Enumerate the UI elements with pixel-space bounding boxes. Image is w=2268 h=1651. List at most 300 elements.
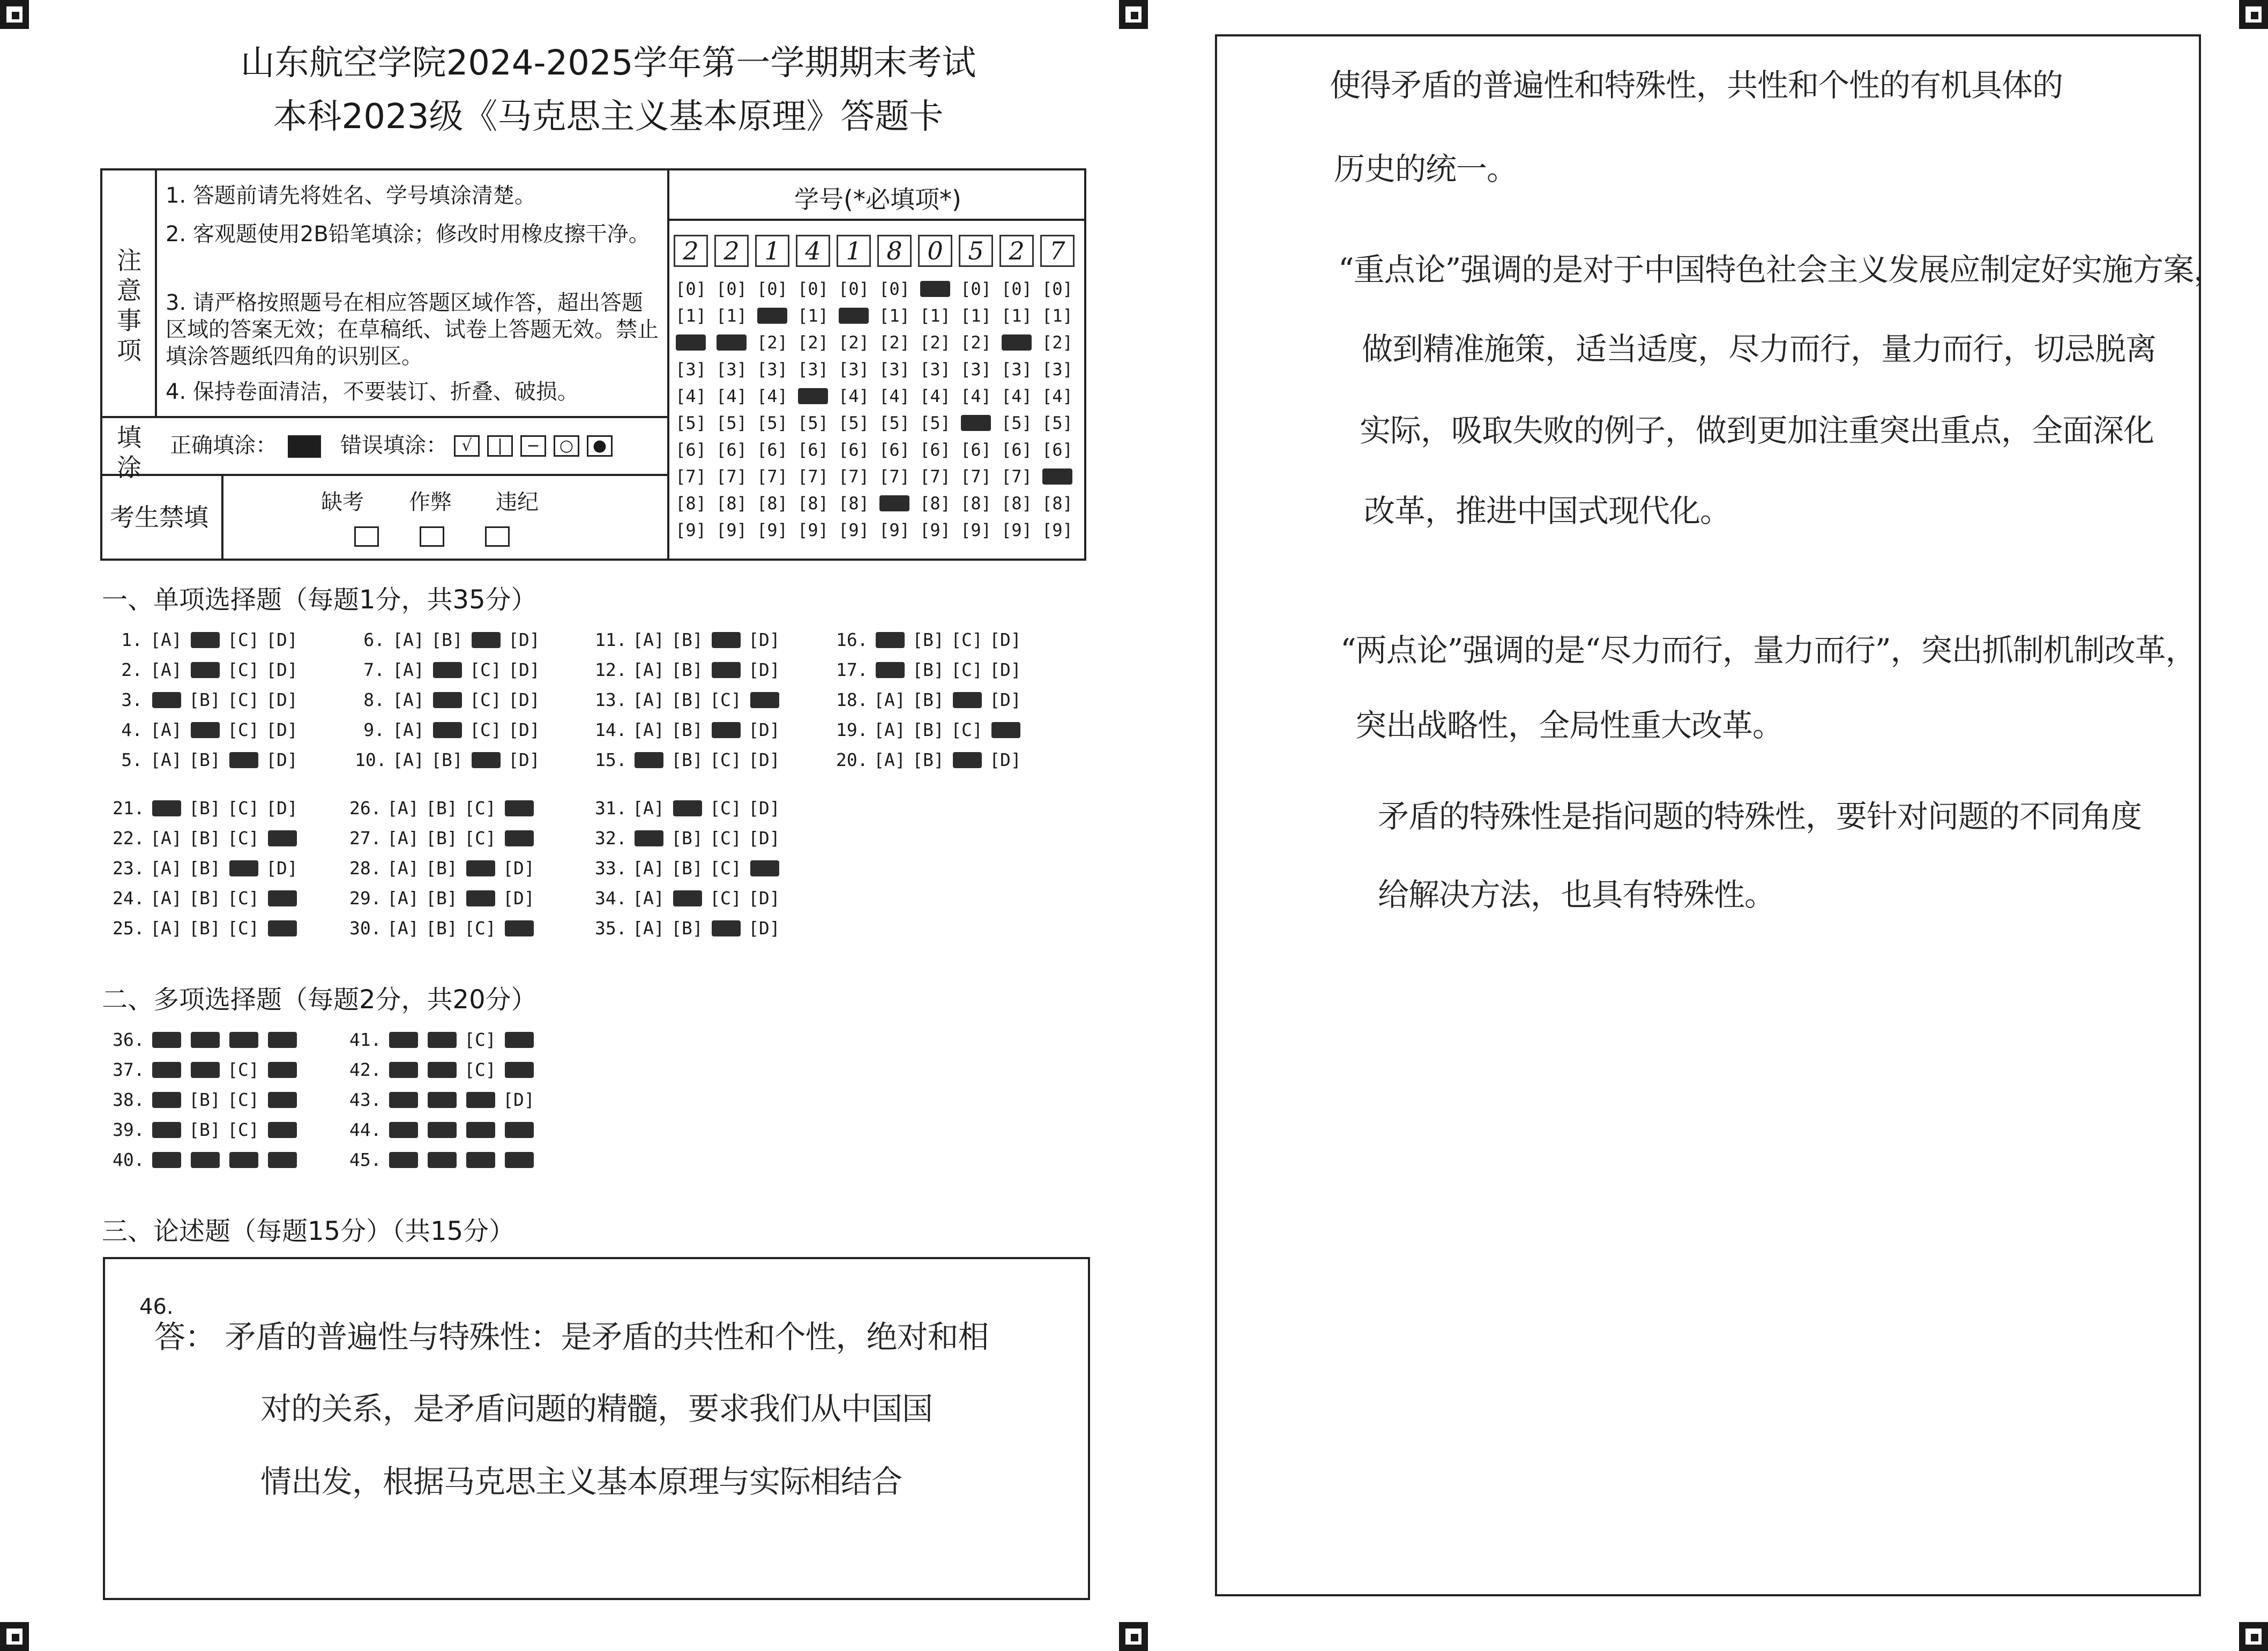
option-bubble[interactable] (461, 1145, 499, 1175)
student-id-bubble[interactable]: [6] (797, 440, 829, 460)
option-bubble[interactable]: [D] (266, 629, 298, 650)
option-bubble[interactable] (422, 1115, 461, 1145)
option-bubble[interactable]: [B] (671, 828, 703, 849)
option-bubble[interactable]: [B] (426, 798, 458, 819)
option-bubble[interactable]: [A] (392, 659, 424, 680)
student-id-digit-box[interactable]: 1 (755, 235, 789, 267)
option-bubble[interactable]: [B] (426, 918, 458, 939)
option-bubble[interactable]: [D] (503, 1089, 535, 1110)
student-id-bubble[interactable]: [6] (757, 440, 788, 460)
option-bubble[interactable] (422, 1145, 461, 1175)
option-bubble[interactable]: [C] (227, 689, 259, 710)
student-id-bubble[interactable]: [9] (1042, 520, 1073, 540)
student-id-digit-box[interactable]: 8 (877, 235, 912, 267)
student-id-digit-box[interactable]: 5 (959, 235, 993, 267)
student-id-bubble[interactable]: [3] (960, 359, 991, 380)
student-id-bubble[interactable]: [2] (1042, 332, 1073, 353)
option-bubble[interactable] (384, 1115, 422, 1145)
student-id-bubble[interactable]: [8] (675, 493, 706, 514)
option-bubble[interactable]: [B] (189, 749, 221, 770)
option-bubble[interactable] (185, 1025, 224, 1055)
student-id-bubble[interactable] (712, 329, 751, 356)
option-bubble[interactable]: [A] (150, 629, 182, 650)
student-id-bubble[interactable]: [3] (1042, 359, 1073, 380)
student-id-bubble[interactable]: [7] (757, 466, 788, 487)
student-id-bubble[interactable]: [0] (1001, 279, 1032, 299)
option-bubble[interactable]: [A] (150, 918, 182, 939)
option-bubble[interactable] (263, 883, 301, 913)
option-bubble[interactable]: [B] (431, 629, 463, 650)
student-id-bubble[interactable]: [4] (960, 386, 991, 406)
option-bubble[interactable] (499, 1055, 538, 1085)
option-bubble[interactable]: [C] (227, 1059, 259, 1080)
student-id-bubble[interactable]: [2] (920, 332, 951, 353)
option-bubble[interactable] (461, 1115, 499, 1145)
student-id-bubble[interactable]: [0] (797, 279, 829, 299)
option-bubble[interactable]: [A] (632, 719, 665, 740)
option-bubble[interactable]: [D] (503, 888, 535, 909)
option-bubble[interactable]: [C] (464, 918, 496, 939)
option-bubble[interactable]: [B] (671, 749, 703, 770)
option-bubble[interactable]: [C] (464, 1059, 496, 1080)
option-bubble[interactable] (263, 913, 301, 943)
option-bubble[interactable]: [D] (748, 719, 780, 740)
option-bubble[interactable]: [D] (266, 858, 298, 879)
option-bubble[interactable] (706, 913, 745, 943)
option-bubble[interactable] (147, 685, 185, 715)
option-bubble[interactable]: [A] (387, 828, 419, 849)
student-id-bubble[interactable]: [4] (1001, 386, 1032, 406)
option-bubble[interactable] (384, 1145, 422, 1175)
option-bubble[interactable]: [B] (912, 719, 944, 740)
option-bubble[interactable] (384, 1055, 422, 1085)
question-number: 17. (836, 659, 868, 680)
option-bubble[interactable] (428, 685, 466, 715)
option-bubble[interactable]: [B] (426, 888, 458, 909)
student-id-bubble[interactable]: [2] (757, 332, 788, 353)
student-id-bubble[interactable] (672, 329, 710, 356)
student-id-bubble[interactable] (753, 302, 792, 329)
student-id-bubble[interactable] (957, 410, 995, 436)
student-id-bubble[interactable]: [9] (879, 520, 910, 540)
student-id-bubble[interactable] (794, 383, 832, 410)
option-bubble[interactable]: [D] (748, 749, 780, 770)
option-bubble[interactable]: [A] (150, 749, 182, 770)
option-bubble[interactable] (224, 745, 263, 775)
option-bubble[interactable] (466, 745, 505, 775)
student-id-bubble[interactable]: [2] (838, 332, 869, 353)
student-id-bubble[interactable]: [1] (920, 306, 951, 326)
student-id-bubble[interactable]: [9] (920, 520, 951, 540)
option-bubble[interactable] (428, 715, 466, 745)
option-bubble[interactable]: [A] (392, 719, 424, 740)
option-bubble[interactable] (745, 685, 784, 715)
student-id-digit-box[interactable]: 0 (918, 235, 952, 267)
option-bubble[interactable]: [C] (710, 888, 742, 909)
option-bubble[interactable]: [B] (189, 1089, 221, 1110)
option-bubble[interactable] (461, 853, 499, 883)
option-bubble[interactable]: [B] (189, 828, 221, 849)
option-bubble[interactable]: [A] (632, 689, 665, 710)
option-bubble[interactable] (147, 793, 185, 823)
option-bubble[interactable]: [D] (508, 629, 540, 650)
option-bubble[interactable]: [D] (748, 918, 780, 939)
student-id-digit-box[interactable]: 2 (999, 235, 1034, 267)
cheating-checkbox[interactable] (420, 526, 444, 547)
student-id-bubble[interactable]: [3] (757, 359, 788, 380)
student-id-bubble[interactable]: [6] (879, 440, 910, 460)
option-bubble[interactable] (263, 823, 301, 853)
option-bubble[interactable]: [B] (671, 858, 703, 879)
option-bubble[interactable]: [A] (150, 719, 182, 740)
student-id-bubble[interactable]: [9] (797, 520, 829, 540)
student-id-bubble[interactable]: [0] (960, 279, 991, 299)
option-bubble[interactable] (422, 1085, 461, 1115)
question-row (595, 685, 784, 715)
student-id-digit-box[interactable]: 2 (674, 235, 708, 267)
student-id-bubble[interactable]: [1] (1001, 306, 1032, 326)
option-bubble[interactable] (147, 1115, 185, 1145)
student-id-bubble[interactable]: [9] (716, 520, 747, 540)
option-bubble[interactable]: [A] (387, 798, 419, 819)
option-bubble[interactable]: [D] (266, 659, 298, 680)
option-bubble[interactable] (428, 655, 466, 685)
option-bubble[interactable]: [C] (469, 719, 502, 740)
student-id-bubble[interactable]: [2] (797, 332, 829, 353)
option-bubble[interactable]: [A] (150, 659, 182, 680)
option-bubble[interactable]: [A] (387, 858, 419, 879)
student-id-bubble[interactable]: [7] (838, 466, 869, 487)
answer-continuation-page[interactable] (1215, 34, 2225, 1596)
option-bubble[interactable] (706, 625, 745, 655)
student-id-bubble[interactable]: [6] (675, 440, 706, 460)
option-bubble[interactable]: [C] (951, 659, 983, 680)
student-id-bubble[interactable]: [9] (757, 520, 788, 540)
student-id-bubble[interactable]: [9] (838, 520, 869, 540)
option-bubble[interactable]: [A] (632, 918, 665, 939)
option-bubble[interactable]: [A] (387, 918, 419, 939)
option-bubble[interactable]: [A] (150, 828, 182, 849)
option-bubble[interactable] (706, 655, 745, 685)
option-bubble[interactable]: [C] (227, 659, 259, 680)
option-bubble[interactable]: [D] (266, 719, 298, 740)
option-bubble[interactable] (466, 625, 505, 655)
student-id-bubble[interactable]: [3] (716, 359, 747, 380)
option-bubble[interactable] (263, 1055, 301, 1085)
option-bubble[interactable]: [C] (710, 828, 742, 849)
option-bubble[interactable]: [C] (710, 689, 742, 710)
student-id-bubble[interactable]: [7] (1001, 466, 1032, 487)
student-id-digit-box[interactable]: 2 (714, 235, 749, 267)
student-id-bubble[interactable]: [6] (1001, 440, 1032, 460)
option-bubble[interactable]: [C] (951, 719, 983, 740)
student-id-bubble[interactable]: [6] (1042, 440, 1073, 460)
student-id-bubble[interactable]: [6] (838, 440, 869, 460)
option-bubble[interactable]: [C] (464, 798, 496, 819)
student-id-bubble[interactable]: [0] (675, 279, 706, 299)
student-id-bubble[interactable]: [5] (675, 413, 706, 433)
option-bubble[interactable]: [B] (671, 659, 703, 680)
option-bubble[interactable] (384, 1085, 422, 1115)
question-row (113, 1145, 301, 1175)
student-id-bubble[interactable]: [1] (1042, 306, 1073, 326)
option-bubble[interactable]: [B] (189, 1119, 221, 1140)
student-id-bubble[interactable]: [7] (920, 466, 951, 487)
option-bubble[interactable]: [C] (227, 1089, 259, 1110)
option-bubble[interactable]: [D] (508, 689, 540, 710)
student-id-bubble[interactable]: [6] (960, 440, 991, 460)
option-bubble[interactable] (499, 1145, 538, 1175)
student-id-bubble[interactable]: [4] (920, 386, 951, 406)
option-bubble[interactable]: [A] (632, 798, 665, 819)
option-bubble[interactable]: [D] (989, 749, 1021, 770)
student-id-bubble[interactable] (997, 329, 1036, 356)
student-id-bubble[interactable]: [2] (960, 332, 991, 353)
student-id-bubble[interactable]: [8] (960, 493, 991, 514)
question-number: 26. (349, 798, 382, 819)
option-bubble[interactable]: [C] (227, 888, 259, 909)
student-id-bubble[interactable]: [7] (675, 466, 706, 487)
option-bubble[interactable]: [A] (632, 888, 665, 909)
student-id-bubble[interactable] (916, 276, 954, 302)
option-bubble[interactable]: [D] (748, 798, 780, 819)
option-bubble[interactable] (461, 1085, 499, 1115)
option-bubble[interactable]: [C] (464, 828, 496, 849)
option-bubble[interactable]: [A] (150, 858, 182, 879)
student-id-bubble[interactable]: [6] (716, 440, 747, 460)
student-id-bubble[interactable]: [5] (757, 413, 788, 433)
question-row (113, 913, 301, 943)
option-bubble[interactable] (224, 1145, 263, 1175)
option-bubble[interactable] (147, 1085, 185, 1115)
option-bubble[interactable]: [C] (710, 798, 742, 819)
option-bubble[interactable]: [D] (266, 749, 298, 770)
option-bubble[interactable]: [B] (912, 749, 944, 770)
student-id-bubble[interactable]: [5] (879, 413, 910, 433)
student-id-bubble[interactable]: [7] (960, 466, 991, 487)
option-bubble[interactable]: [D] (508, 719, 540, 740)
option-bubble[interactable] (263, 1115, 301, 1145)
option-bubble[interactable]: [B] (671, 689, 703, 710)
option-bubble[interactable]: [B] (189, 689, 221, 710)
student-id-digit-box[interactable]: 7 (1040, 235, 1075, 267)
option-bubble[interactable]: [B] (189, 918, 221, 939)
student-id-bubble[interactable]: [4] (716, 386, 747, 406)
option-bubble[interactable]: [C] (469, 659, 502, 680)
student-id-bubble[interactable]: [0] (879, 279, 910, 299)
option-bubble[interactable] (870, 655, 909, 685)
option-bubble[interactable]: [C] (951, 629, 983, 650)
option-bubble[interactable]: [D] (989, 629, 1021, 650)
student-id-digit-box[interactable]: 4 (796, 235, 830, 267)
student-id-bubble[interactable]: [8] (1001, 493, 1032, 514)
student-id-bubble[interactable]: [1] (675, 306, 706, 326)
option-bubble[interactable]: [A] (392, 689, 424, 710)
option-bubble[interactable] (263, 1025, 301, 1055)
option-bubble[interactable] (668, 793, 706, 823)
option-bubble[interactable]: [D] (508, 749, 540, 770)
option-bubble[interactable]: [D] (508, 659, 540, 680)
student-id-bubble[interactable]: [7] (716, 466, 747, 487)
option-bubble[interactable]: [C] (227, 918, 259, 939)
option-bubble[interactable] (629, 823, 668, 853)
student-id-bubble[interactable]: [3] (879, 359, 910, 380)
student-id-bubble[interactable]: [5] (1042, 413, 1073, 433)
option-bubble[interactable]: [B] (431, 749, 463, 770)
option-bubble[interactable] (185, 1145, 224, 1175)
student-id-bubble[interactable]: [6] (920, 440, 951, 460)
student-id-bubble[interactable]: [1] (960, 306, 991, 326)
option-bubble[interactable]: [B] (189, 858, 221, 879)
option-bubble[interactable]: [B] (189, 798, 221, 819)
student-id-bubble[interactable] (875, 490, 914, 517)
option-bubble[interactable]: [A] (632, 629, 665, 650)
option-bubble[interactable]: [B] (426, 828, 458, 849)
option-bubble[interactable]: [B] (912, 659, 944, 680)
option-bubble[interactable]: [B] (671, 629, 703, 650)
option-bubble[interactable] (422, 1055, 461, 1085)
student-id-bubble[interactable]: [1] (797, 306, 829, 326)
option-bubble[interactable] (629, 745, 668, 775)
student-id-bubble[interactable]: [5] (716, 413, 747, 433)
option-bubble[interactable] (224, 1025, 263, 1055)
option-bubble[interactable] (185, 715, 224, 745)
option-bubble[interactable] (499, 913, 538, 943)
option-bubble[interactable]: [D] (989, 659, 1021, 680)
student-id-bubble[interactable]: [1] (879, 306, 910, 326)
option-bubble[interactable]: [B] (671, 918, 703, 939)
student-id-bubble[interactable]: [4] (675, 386, 706, 406)
option-bubble[interactable] (706, 715, 745, 745)
student-id-bubble[interactable]: [3] (1001, 359, 1032, 380)
option-bubble[interactable] (499, 1025, 538, 1055)
option-bubble[interactable]: [D] (748, 828, 780, 849)
student-id-bubble[interactable]: [0] (716, 279, 747, 299)
option-bubble[interactable]: [C] (710, 858, 742, 879)
option-bubble[interactable] (384, 1025, 422, 1055)
option-bubble[interactable] (668, 883, 706, 913)
option-bubble[interactable] (499, 793, 538, 823)
option-bubble[interactable]: [B] (912, 689, 944, 710)
absent-checkbox[interactable] (354, 526, 379, 547)
student-id-bubble[interactable]: [4] (1042, 386, 1073, 406)
option-bubble[interactable]: [C] (227, 629, 259, 650)
option-bubble[interactable]: [A] (874, 719, 906, 740)
option-bubble[interactable]: [B] (671, 719, 703, 740)
option-bubble[interactable] (185, 655, 224, 685)
option-bubble[interactable]: [C] (227, 1119, 259, 1140)
option-bubble[interactable]: [D] (748, 888, 780, 909)
student-id-bubble[interactable]: [0] (1042, 279, 1073, 299)
option-bubble[interactable]: [C] (710, 749, 742, 770)
option-bubble[interactable]: [B] (426, 858, 458, 879)
option-bubble[interactable]: [D] (503, 858, 535, 879)
student-id-bubble[interactable]: [7] (797, 466, 829, 487)
option-bubble[interactable] (422, 1025, 461, 1055)
option-bubble[interactable] (147, 1145, 185, 1175)
option-bubble[interactable]: [A] (392, 749, 424, 770)
student-id-bubble[interactable]: [4] (757, 386, 788, 406)
option-bubble[interactable] (147, 1025, 185, 1055)
option-bubble[interactable]: [A] (392, 629, 424, 650)
option-bubble[interactable]: [A] (387, 888, 419, 909)
student-id-bubble[interactable]: [0] (757, 279, 788, 299)
student-id-bubble[interactable]: [1] (716, 306, 747, 326)
option-bubble[interactable] (948, 685, 986, 715)
option-bubble[interactable] (461, 883, 499, 913)
option-bubble[interactable] (948, 745, 986, 775)
option-bubble[interactable]: [C] (227, 828, 259, 849)
student-id-bubble[interactable]: [3] (838, 359, 869, 380)
student-id-bubble[interactable]: [0] (838, 279, 869, 299)
option-bubble[interactable] (147, 1055, 185, 1085)
option-bubble[interactable]: [D] (266, 798, 298, 819)
essay-answer-box[interactable] (103, 1257, 1090, 1600)
student-id-bubble[interactable] (834, 302, 873, 329)
option-bubble[interactable]: [B] (189, 888, 221, 909)
option-bubble[interactable]: [A] (874, 749, 906, 770)
option-bubble[interactable]: [B] (912, 629, 944, 650)
student-id-digit-box[interactable]: 1 (837, 235, 871, 267)
option-bubble[interactable] (986, 715, 1025, 745)
option-bubble[interactable] (499, 1115, 538, 1145)
student-id-bubble[interactable]: [8] (1042, 493, 1073, 514)
student-id-bubble[interactable]: [3] (920, 359, 951, 380)
option-bubble[interactable]: [A] (150, 888, 182, 909)
student-id-bubble[interactable]: [9] (1001, 520, 1032, 540)
option-bubble[interactable]: [A] (632, 659, 665, 680)
option-bubble[interactable] (224, 853, 263, 883)
student-id-bubble[interactable]: [3] (675, 359, 706, 380)
student-id-bubble[interactable]: [5] (797, 413, 829, 433)
option-bubble[interactable] (745, 853, 784, 883)
violation-checkbox[interactable] (485, 526, 510, 547)
student-id-bubble[interactable]: [2] (879, 332, 910, 353)
option-bubble[interactable]: [A] (874, 689, 906, 710)
student-id-bubble[interactable]: [8] (797, 493, 829, 514)
option-bubble[interactable]: [C] (227, 719, 259, 740)
student-id-bubble[interactable]: [7] (879, 466, 910, 487)
student-id-bubble[interactable]: [4] (838, 386, 869, 406)
student-id-bubble[interactable]: [4] (879, 386, 910, 406)
option-bubble[interactable]: [A] (632, 858, 665, 879)
option-bubble[interactable] (499, 823, 538, 853)
student-id-bubble[interactable]: [8] (716, 493, 747, 514)
option-bubble[interactable]: [C] (469, 689, 502, 710)
option-bubble[interactable]: [D] (748, 629, 780, 650)
option-bubble[interactable]: [D] (266, 689, 298, 710)
option-bubble[interactable] (870, 625, 909, 655)
student-id-bubble[interactable] (1038, 463, 1077, 490)
option-bubble[interactable]: [C] (227, 798, 259, 819)
student-id-bubble[interactable]: [5] (1001, 413, 1032, 433)
student-id-bubble[interactable]: [9] (960, 520, 991, 540)
option-bubble[interactable] (263, 1085, 301, 1115)
student-id-bubble[interactable]: [8] (838, 493, 869, 514)
student-id-bubble[interactable]: [9] (675, 520, 706, 540)
student-id-bubble[interactable]: [8] (757, 493, 788, 514)
student-id-bubble[interactable]: [5] (838, 413, 869, 433)
option-bubble[interactable] (263, 1145, 301, 1175)
option-bubble[interactable] (185, 625, 224, 655)
option-bubble[interactable] (185, 1055, 224, 1085)
student-id-bubble[interactable]: [5] (920, 413, 951, 433)
student-id-bubble[interactable]: [8] (920, 493, 951, 514)
option-bubble[interactable]: [D] (989, 689, 1021, 710)
option-bubble[interactable]: [C] (464, 1029, 496, 1050)
option-bubble[interactable]: [D] (748, 659, 780, 680)
student-id-bubble[interactable]: [3] (797, 359, 829, 380)
